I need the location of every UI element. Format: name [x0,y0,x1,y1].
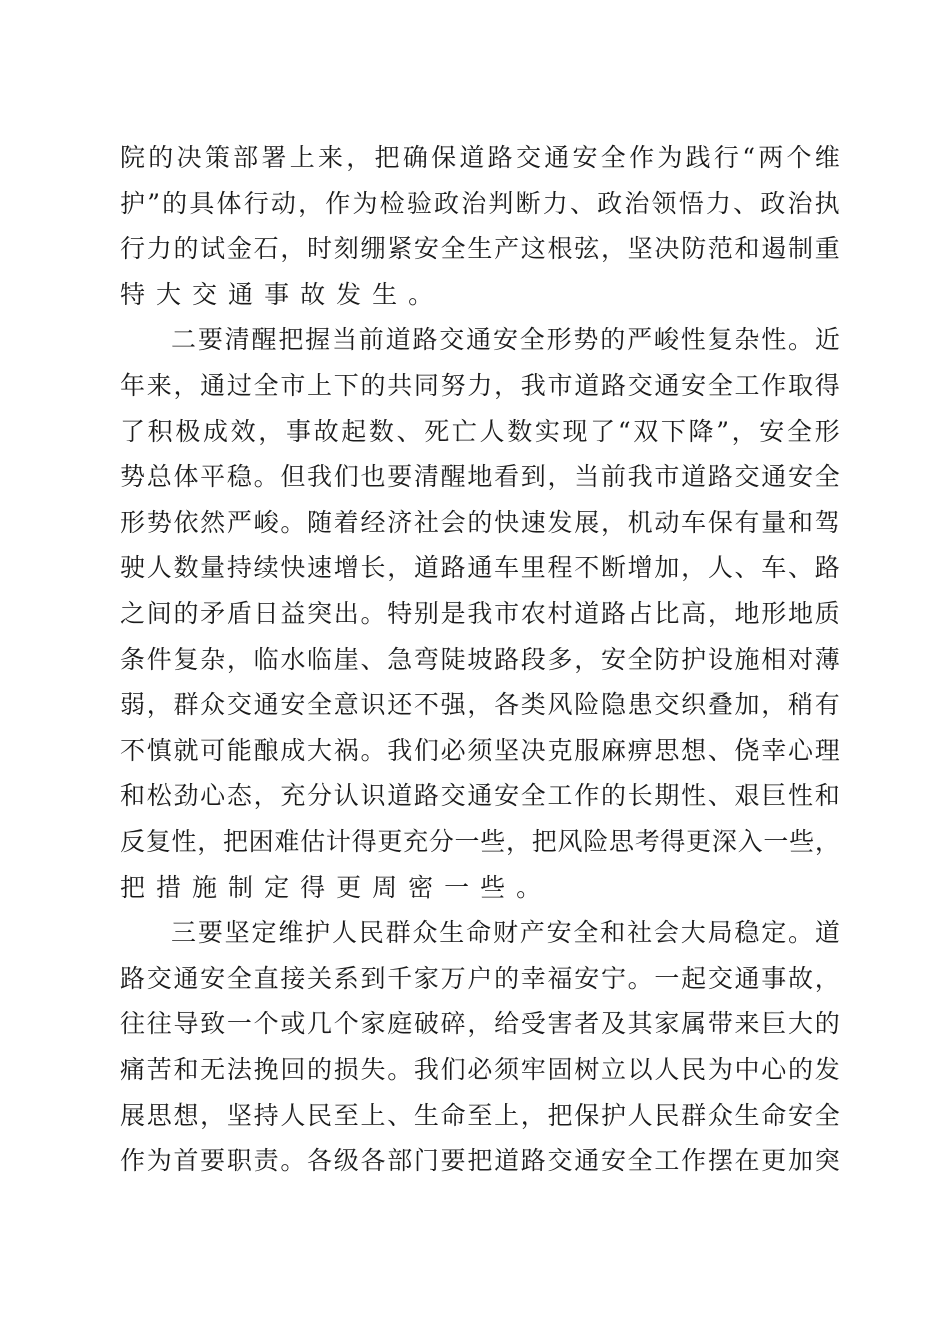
text-line: 作 为 首 要 职 责 。 各 级 各 部 门 要 把 道 路 交 通 安 全 工 作 摆 在 更 加 突 [120,1146,840,1176]
text-line: 不 慎 就 可 能 酿 成 大 祸 。 我 们 必 须 坚 决 克 服 麻 痹 思 想 、 侥 幸 心 理 [120,735,840,765]
text-line: 展 思 想 ， 坚 持 人 民 至 上 、 生 命 至 上 ， 把 保 护 人 民 群 众 生 命 安 全 [120,1100,840,1130]
text-line: 条 件 复 杂 ， 临 水 临 崖 、 急 弯 陡 坡 路 段 多 ， 安 全 防 护 设 施 相 对 薄 [120,644,840,674]
text-line: 形 势 依 然 严 峻 。 随 着 经 济 社 会 的 快 速 发 展 ， 机 动 车 保 有 量 和 驾 [120,507,840,537]
text-line: 院 的 决 策 部 署 上 来 ， 把 确 保 道 路 交 通 安 全 作 为 践 行 “ 两 个 维 [120,143,840,172]
text-line: 往 往 导 致 一 个 或 几 个 家 庭 破 碎 ， 给 受 害 者 及 其 家 属 带 来 巨 大 的 [120,1009,840,1039]
text-line: 行 力 的 试 金 石 ， 时 刻 绷 紧 安 全 生 产 这 根 弦 ， 坚 决 防 范 和 遏 制 重 [120,234,840,264]
text-line: 痛 苦 和 无 法 挽 回 的 损 失 。 我 们 必 须 牢 固 树 立 以 人 民 为 中 心 的 发 [120,1055,840,1084]
text-line: 和 松 劲 心 态 ， 充 分 认 识 道 路 交 通 安 全 工 作 的 长 期 性 、 艰 巨 性 和 [120,781,840,811]
text-line: 二 要 清 醒 把 握 当 前 道 路 交 通 安 全 形 势 的 严 峻 性 复 杂 性 。 近 [171,325,840,355]
text-line: 把 措 施 制 定 得 更 周 密 一 些 。 [120,872,542,902]
text-line: 了 积 极 成 效 ， 事 故 起 数 、 死 亡 人 数 实 现 了 “ 双 下 降 ” ， 安 全 形 [120,416,840,446]
text-line: 三 要 坚 定 维 护 人 民 群 众 生 命 财 产 安 全 和 社 会 大 局 稳 定 。 道 [171,918,840,948]
text-line: 年 来 ， 通 过 全 市 上 下 的 共 同 努 力 ， 我 市 道 路 交 通 安 全 工 作 取 得 [120,371,840,400]
text-line: 反 复 性 ， 把 困 难 估 计 得 更 充 分 一 些 ， 把 风 险 思 考 得 更 深 入 一 些 ， [120,827,840,856]
text-line: 护 ” 的 具 体 行 动 ， 作 为 检 验 政 治 判 断 力 、 政 治 领 悟 力 、 政 治 执 [120,188,840,218]
text-line: 弱 ， 群 众 交 通 安 全 意 识 还 不 强 ， 各 类 风 险 隐 患 交 织 叠 加 ， 稍 有 [120,690,840,720]
text-line: 之 间 的 矛 盾 日 益 突 出 。 特 别 是 我 市 农 村 道 路 占 比 高 ， 地 形 地 质 [120,599,840,628]
text-line: 驶 人 数 量 持 续 快 速 增 长 ， 道 路 通 车 里 程 不 断 增 加 ， 人 、 车 、 路 [120,553,840,583]
text-line: 势 总 体 平 稳 。 但 我 们 也 要 清 醒 地 看 到 ， 当 前 我 市 道 路 交 通 安 全 [120,462,840,492]
text-line: 特 大 交 通 事 故 发 生 。 [120,279,434,309]
text-line: 路 交 通 安 全 直 接 关 系 到 千 家 万 户 的 幸 福 安 宁 。 一 起 交 通 事 故 ， [120,963,840,993]
